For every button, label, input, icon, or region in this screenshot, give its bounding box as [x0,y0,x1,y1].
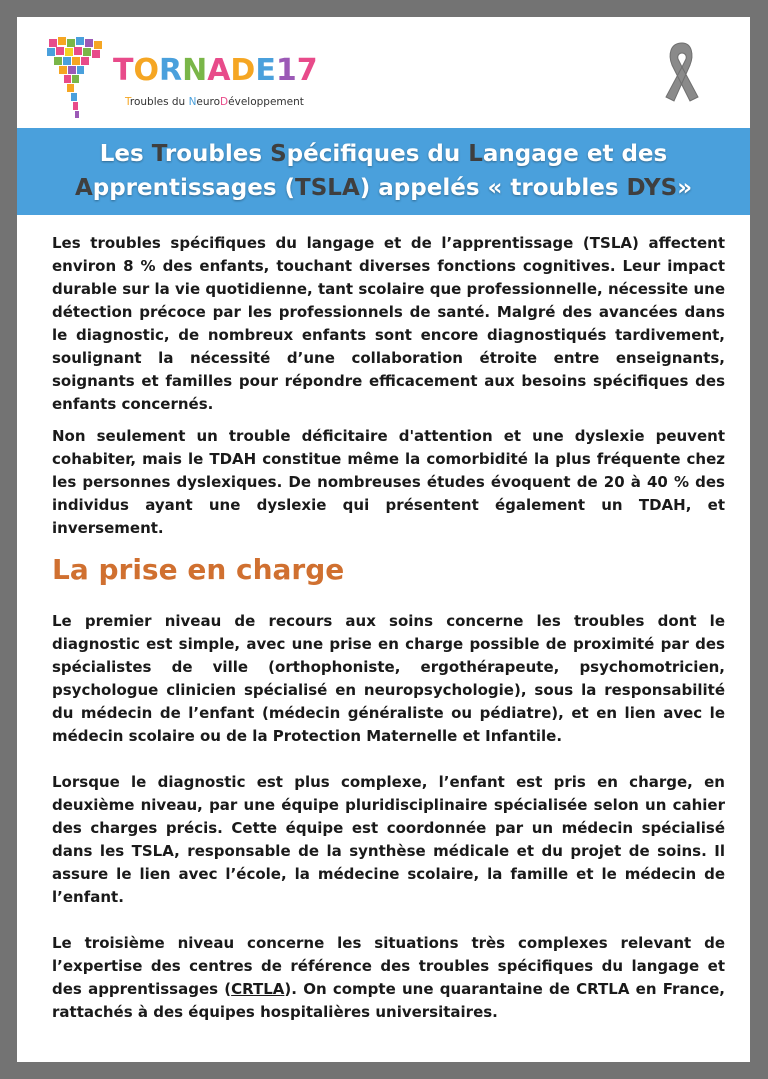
title-part: » [677,175,693,201]
paragraph-text: ). On compte une quarantaine de CRTLA en France, rattachés à des équipes hospitalières universitaires. [52,980,725,1021]
section-paragraph-2: Lorsque le diagnostic est plus complexe, l’enfant est pris en charge, en deuxième niveau, par une équipe pluridisciplinaire spécialisée selon un cahier des charges précis. Cette équipe est coordonnée par un médecin spécialisé dans les TSLA, responsable de la synthèse médicale et du projet de soins. Il assure le lien avec l’école, la médecine scolaire, la famille et le médecin de l’enfant. [52,773,725,906]
brand-letter: R [158,53,183,88]
title-key-letter: DYS [626,175,678,201]
title-key-letter: A [74,175,93,201]
brand-letter: 1 [275,53,297,88]
title-part: angage et des [482,141,668,167]
banner-line-2 [17,171,750,205]
title-key-letter: S [270,141,287,167]
section-heading: La prise en charge [52,553,345,586]
document-page [17,17,750,1062]
intro-paragraph-1: Les troubles spécifiques du langage et de l’apprentissage (TSLA) affectent environ 8 % des enfants, touchant diverses fonctions cognitives. Leur impact durable sur la vie quotidienne, tant scolaire que professionnelle, nécessite une détection précoce par les professionnels de santé. Malgré des avancées dans le diagnostic, de nombreux enfants sont encore diagnostiqués tardivement, soulignant la nécessité d’une collaboration étroite entre enseignants, soignants et familles pour répondre efficacement aux besoins spécifiques des enfants concernés. [52,234,725,413]
crtla-link[interactable]: CRTLA [231,980,285,998]
brand-letter: D [230,53,256,88]
brand-letter: O [133,53,159,88]
title-key-letter: TSLA [295,175,360,201]
article-body [52,232,725,1033]
brand-letter: T [113,53,134,88]
section-paragraph-3 [52,932,725,1024]
title-key-letter: L [468,141,483,167]
paragraph-text: Le troisième niveau concerne les situations très complexes relevant de l’expertise des centres de référence des troubles spécifiques du langage et des apprentissages ( [52,934,725,998]
subtitle-part: D [220,96,229,108]
title-key-letter: T [151,141,165,167]
subtitle-part: euro [196,96,221,108]
brand-letter: 7 [296,53,318,88]
subtitle-part: roubles du [129,96,189,108]
subtitle-part: T [125,96,130,108]
banner-line-1 [17,137,750,171]
title-part: Les [99,141,152,167]
section-paragraph-1: Le premier niveau de recours aux soins concerne les troubles dont le diagnostic est simple, avec une prise en charge possible de proximité par des spécialistes de ville (orthophoniste, ergothérapeute, psychomotricien, psychologue clinicien spécialisé en neuropsychologie), sous la responsabilité du médecin de l’enfant (médecin généraliste ou pédiatre), et en lien avec le médecin scolaire ou de la Protection Maternelle et Infantile. [52,612,725,745]
awareness-ribbon-icon [660,39,704,105]
subtitle-part: éveloppement [228,96,304,108]
brand-subtitle [125,96,304,108]
intro-paragraph-2: Non seulement un trouble déficitaire d'attention et une dyslexie peuvent cohabiter, mais le TDAH constitue même la comorbidité la plus fréquente chez les personnes dyslexiques. De nombreuses études évoquent de 20 à 40 % des individus ayant une dyslexie qui présentent également un TDAH, et inversement. [52,427,725,537]
tree-mosaic-icon [45,35,115,125]
title-banner [17,128,750,215]
title-part: pprentissages ( [92,175,296,201]
title-part: pécifiques du [286,141,469,167]
brand-letter: A [207,53,231,88]
title-part: ) appelés « troubles [359,175,627,201]
title-part: roubles [164,141,271,167]
brand-letter: E [255,53,276,88]
tornade17-logo [45,35,345,135]
subtitle-part: N [188,96,197,108]
brand-letter: N [182,53,208,88]
brand-name [113,53,318,88]
